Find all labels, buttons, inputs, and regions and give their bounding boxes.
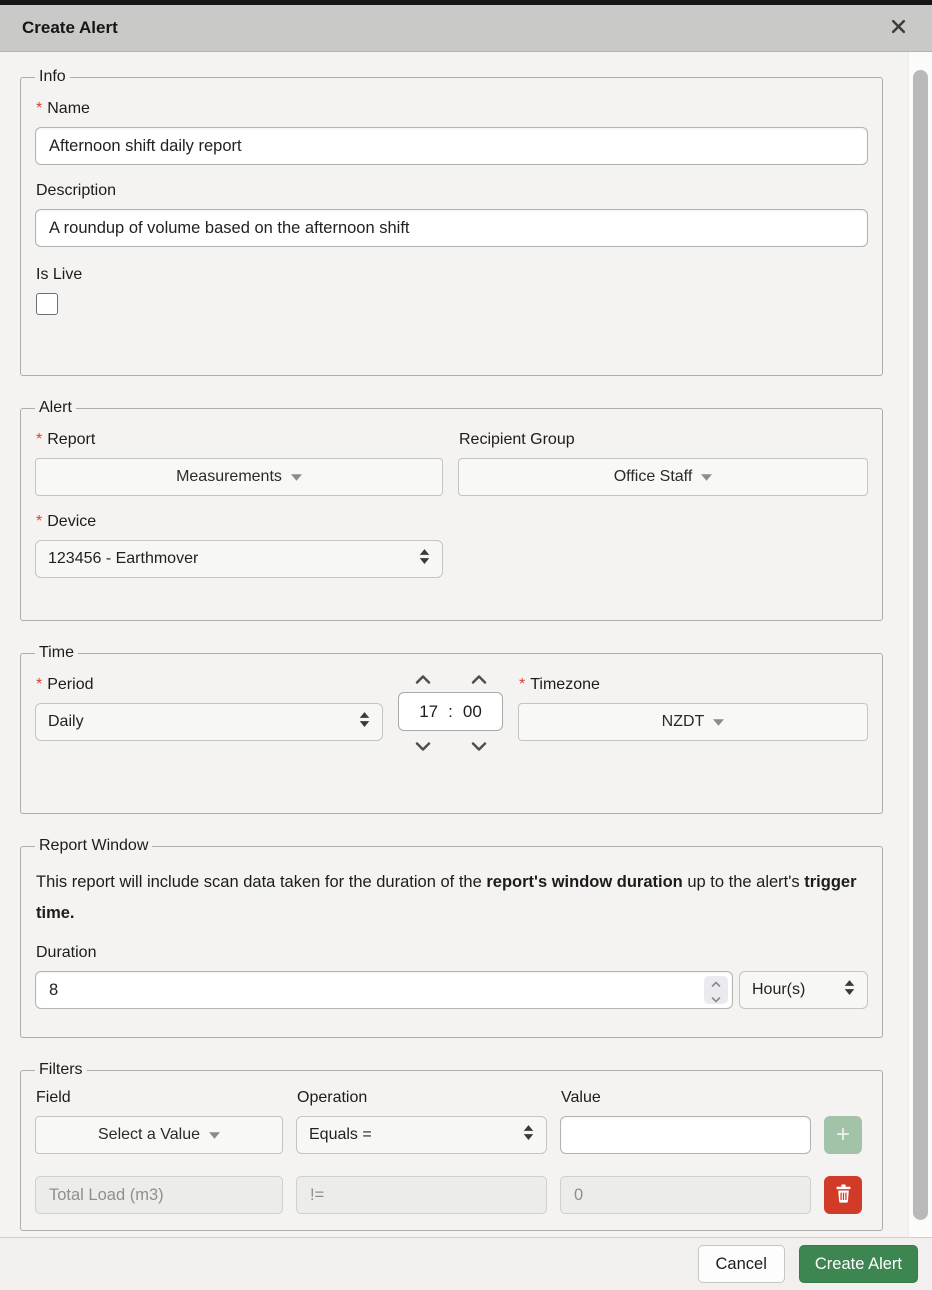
filter-row-operation [296,1176,547,1214]
is-live-checkbox[interactable] [36,293,58,315]
report-window-legend: Report Window [39,837,149,854]
minute-value[interactable]: 00 [462,701,482,721]
name-input[interactable] [35,127,868,165]
time-section [20,644,883,814]
value-label: Value [561,1089,601,1107]
info-legend: Info [39,68,66,85]
device-select[interactable]: 123456 - Earthmover [35,540,443,578]
plus-icon: + [835,1121,850,1149]
duration-label: Duration [36,944,97,962]
stepper-up-icon [711,975,721,990]
time-value-box[interactable] [398,692,503,731]
period-label: * Period [36,676,94,693]
close-button[interactable] [887,15,910,41]
time-spacer [35,761,868,799]
filters-legend: Filters [39,1061,83,1079]
filter-value-input[interactable] [560,1116,811,1154]
filter-field-dropdown[interactable]: Select a Value [35,1116,283,1154]
chevron-down-icon [471,739,487,754]
name-label: * Name [36,100,90,117]
duration-stepper[interactable] [704,976,728,1004]
filter-operation-select[interactable]: Equals = [296,1116,547,1154]
hour-increment-button[interactable] [413,670,433,689]
report-window-spacer [35,1009,868,1023]
hour-decrement-button[interactable] [413,737,433,756]
alert-section [20,399,883,621]
report-label: * Report [36,431,96,448]
recipient-group-dropdown[interactable]: Office Staff [458,458,868,496]
modal-body [0,52,932,1231]
hour-value[interactable]: 17 [419,701,439,721]
device-label: * Device [36,513,97,530]
info-section [20,68,883,376]
report-window-description: This report will include scan data taken for the duration of the report's window duration up to the alert's trigger time. [36,873,857,922]
report-dropdown[interactable]: Measurements [35,458,443,496]
chevron-down-icon [701,468,712,486]
scrollbar-thumb[interactable] [913,70,928,1220]
filter-row-gap [35,1154,868,1176]
chevron-up-icon [415,672,431,687]
required-marker: * [519,676,526,693]
up-down-arrows-icon [844,979,855,1001]
filters-spacer [35,1214,868,1216]
delete-filter-button[interactable] [824,1176,862,1214]
info-spacer [35,321,868,361]
filters-section [20,1061,883,1231]
chevron-down-icon [713,713,724,731]
add-filter-button[interactable] [824,1116,862,1154]
time-legend: Time [39,644,74,661]
close-icon [891,19,906,37]
create-alert-button[interactable]: Create Alert [799,1245,918,1283]
required-marker: * [36,676,43,693]
cancel-button[interactable]: Cancel [698,1245,785,1283]
chevron-down-icon [291,468,302,486]
time-separator: : [448,701,453,721]
chevron-down-icon [415,739,431,754]
period-select[interactable]: Daily [35,703,383,741]
modal-footer [0,1237,932,1290]
modal-header [0,5,932,52]
chevron-down-icon [209,1126,220,1144]
timezone-dropdown[interactable]: NZDT [518,703,868,741]
chevron-up-icon [471,672,487,687]
scrollbar-track[interactable] [908,52,932,1237]
recipient-group-label: Recipient Group [459,431,575,448]
report-window-section [20,837,883,1038]
trash-icon [835,1184,852,1206]
up-down-arrows-icon [359,711,370,733]
duration-input[interactable] [35,971,733,1009]
time-picker [398,666,503,761]
up-down-arrows-icon [419,548,430,570]
operation-label: Operation [297,1089,368,1107]
required-marker: * [36,431,43,448]
field-label: Field [36,1089,71,1107]
alert-spacer [35,578,868,606]
alert-legend: Alert [39,399,72,416]
minute-increment-button[interactable] [469,670,489,689]
description-input[interactable] [35,209,868,247]
filter-row [35,1176,868,1214]
minute-decrement-button[interactable] [469,737,489,756]
filter-row-value [560,1176,811,1214]
description-label: Description [36,182,117,199]
modal-title: Create Alert [22,18,118,37]
required-marker: * [36,100,43,117]
filter-row-field [35,1176,283,1214]
stepper-down-icon [711,991,721,1006]
is-live-label: Is Live [36,266,83,283]
duration-unit-select[interactable]: Hour(s) [739,971,868,1009]
required-marker: * [36,513,43,530]
up-down-arrows-icon [523,1124,534,1146]
timezone-label: * Timezone [519,676,600,693]
